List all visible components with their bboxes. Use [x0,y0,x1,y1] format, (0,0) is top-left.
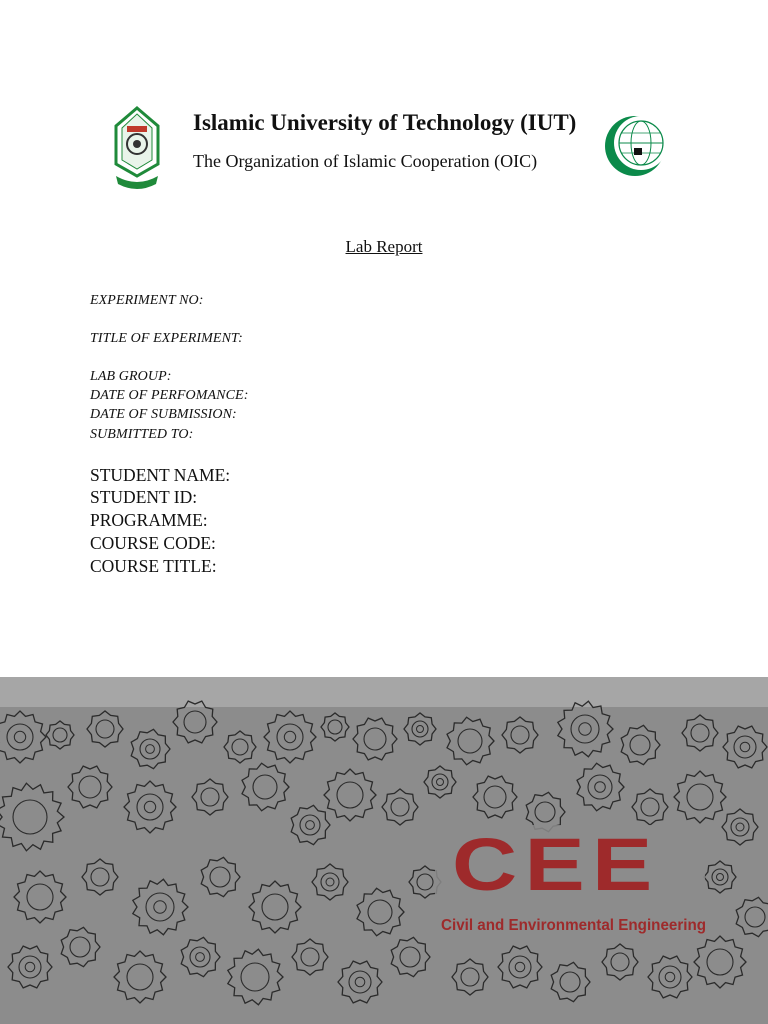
field-student-id: STUDENT ID: [90,487,198,507]
gear-shape [82,859,118,895]
gear-shape [0,783,64,851]
gear-shape [452,959,488,995]
gear-shape [551,962,590,1001]
gear-shape [0,711,46,763]
cee-subtitle: Civil and Environmental Engineering [441,917,707,934]
gear-shape [391,937,430,976]
gear-shape [621,725,660,764]
gear-shape [632,789,668,825]
gear-shape [353,718,397,760]
gear-shape [577,763,624,811]
cee-title: CEE [452,823,660,906]
gear-shape [357,888,404,936]
field-student-name: STUDENT NAME: [90,465,231,485]
gear-shape [648,956,692,998]
gear-shape [324,769,376,821]
iut-emblem-icon [112,106,162,190]
gear-shape [498,946,542,988]
gear-shape [264,711,316,763]
university-name: Islamic University of Technology (IUT) [193,110,577,135]
gear-shape [8,946,52,988]
gear-shape [694,936,746,988]
gear-shape [736,897,768,936]
gear-shape [312,864,348,900]
field-title-of-experiment: TITLE OF EXPERIMENT: [90,331,243,346]
gear-shape [722,809,758,845]
field-course-code: COURSE CODE: [90,533,216,553]
header [0,0,768,200]
gear-shape [114,951,166,1003]
gear-shape [14,871,66,923]
gear-shape [382,789,418,825]
gear-shape [447,717,494,765]
gear-shape [173,701,217,743]
gear-shape [674,771,726,823]
gear-shape [87,711,123,747]
gear-shape [242,763,289,811]
field-date-of-submission: DATE OF SUBMISSION: [90,407,237,422]
field-experiment-no: EXPERIMENT NO: [90,293,204,308]
gear-shape [131,729,170,768]
gear-shape [249,881,301,933]
gear-shape [124,781,176,833]
gear-shape [558,701,613,757]
gear-shape [682,715,718,751]
gear-shape [338,961,382,1003]
field-lab-group: LAB GROUP: [90,369,172,384]
field-submitted-to: SUBMITTED TO: [90,427,194,442]
gear-shape [602,944,638,980]
gear-shape [292,939,328,975]
gear-shape [404,713,436,745]
oic-emblem-icon [601,113,665,179]
organization-name: The Organization of Islamic Cooperation (OIC) [193,151,538,171]
gear-shape [321,713,349,741]
field-date-of-performance: DATE OF PERFOMANCE: [90,388,249,403]
gear-shape [61,927,100,966]
gear-shape [228,949,283,1005]
gear-shape [224,731,256,763]
gear-shape [46,721,74,749]
gear-shape [192,779,228,815]
gear-shape [181,937,220,976]
gear-shape [502,717,538,753]
gear-shape [424,766,456,798]
gear-shape [133,879,188,935]
gear-shape [704,861,736,893]
gear-shape [68,766,112,808]
gear-shape [291,805,330,844]
gear-shape [723,726,767,768]
gear-shape [473,776,517,818]
report-title: Lab Report [345,237,423,256]
field-programme: PROGRAMME: [90,510,208,530]
field-course-title: COURSE TITLE: [90,556,217,576]
gear-shape [201,857,240,896]
